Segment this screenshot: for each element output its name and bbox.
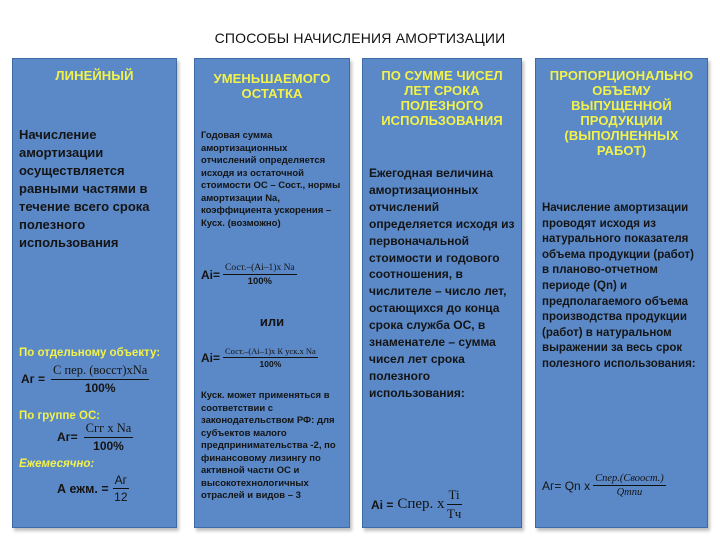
- linear-description: Начисление амортизации осуществляется равными частями в течение всего срока полезного использования: [19, 127, 150, 250]
- per-object-formula-lhs: Аг =: [21, 372, 46, 386]
- method-sum-of-years-panel: [362, 58, 522, 528]
- units-formula: [542, 473, 666, 498]
- declining-formula-2: [201, 346, 318, 369]
- units-heading: ПРОПОРЦИОНАЛЬНО ОБЪЕМУ ВЫПУЩЕННОЙ ПРОДУКЦИИ (ВЫПОЛНЕННЫХ РАБОТ): [549, 68, 694, 158]
- monthly-formula: [57, 473, 129, 504]
- linear-heading: ЛИНЕЙНЫЙ: [55, 68, 134, 83]
- acceleration-note: Куск. может применяться в соответствии с законодательством РФ: для субъектов малого предпринимательства -2, по финансовому лизингу по активной части ОС и высокотехнологичных отраслей и видов – 3: [201, 390, 336, 501]
- or-label: или: [259, 314, 285, 329]
- declining-formula-1: [201, 263, 297, 287]
- monthly-formula-numerator: Аг: [114, 473, 128, 487]
- declining-description: Годовая сумма амортизационных отчислений определяется исходя из остаточной стоимости ОС – Сост., нормы амортизации Na, коэффициента ускорения – Кусх. (возможно): [201, 130, 341, 229]
- units-description: Начисление амортизации проводят исходя из натурального показателя объема продукции (работ) в планово-отчетном периоде (Qn) и предполагаемого объема производства продукции (работ) в натуральном выражении за весь срок полезного использования:: [542, 202, 696, 370]
- group-formula-denominator: 100%: [93, 439, 124, 453]
- group-label: По группе ОС:: [19, 410, 101, 422]
- monthly-formula-lhs: А ежм. =: [57, 481, 109, 496]
- method-linear-panel: [12, 58, 177, 528]
- sum-of-years-formula-denominator: Tч: [446, 506, 462, 521]
- declining-formula-2-denominator: 100%: [259, 359, 282, 369]
- declining-formula-1-numerator: Сост.–(Ai–1)x Na: [225, 263, 295, 273]
- per-object-formula-denominator: 100%: [84, 381, 116, 395]
- monthly-label: Ежемесячно:: [19, 458, 95, 470]
- group-formula-numerator: Сгг x Na: [84, 421, 134, 438]
- sum-of-years-formula: [371, 487, 462, 522]
- per-object-formula-numerator: С пер. (восст)xNa: [51, 363, 149, 380]
- group-formula-lhs: Аг=: [57, 430, 78, 444]
- sum-of-years-description: Ежегодная величина амортизационных отчислений определяется исходя из первоначальной стоимости и годового соотношения, в числителе – число лет, остающихся до конца срока служба ОС, в знаменателе – сумма чисел лет срока полезного использования:: [369, 166, 515, 400]
- units-formula-numerator: Спер.(Своост.): [595, 473, 664, 484]
- declining-heading: УМЕНЬШАЕМОГО ОСТАТКА: [213, 71, 331, 101]
- group-formula: [57, 421, 133, 453]
- units-formula-lhs: Аг= Qn x: [542, 478, 591, 493]
- sum-of-years-heading: ПО СУММЕ ЧИСЕЛ ЛЕТ СРОКА ПОЛЕЗНОГО ИСПОЛЬЗОВАНИЯ: [381, 68, 503, 128]
- page-title: СПОСОБЫ НАЧИСЛЕНИЯ АМОРТИЗАЦИИ: [214, 30, 506, 46]
- declining-formula-2-lhs: Аi=: [201, 350, 221, 365]
- per-object-label: По отдельному объекту:: [19, 347, 161, 359]
- sum-of-years-formula-factor: Спер. x: [397, 496, 445, 512]
- sum-of-years-formula-numerator: Ti: [447, 487, 462, 505]
- monthly-formula-denominator: 12: [114, 490, 128, 504]
- declining-formula-1-lhs: Аi=: [201, 268, 221, 282]
- declining-formula-1-denominator: 100%: [247, 276, 272, 287]
- per-object-formula: [21, 363, 149, 395]
- method-declining-balance-panel: [194, 58, 350, 528]
- sum-of-years-formula-lhs: Аi =: [371, 497, 394, 512]
- units-formula-denominator: Qтпи: [616, 487, 643, 498]
- method-units-of-production-panel: [535, 58, 708, 528]
- declining-formula-2-numerator: Сост.–(Ai–1)x К уск.x Na: [225, 346, 316, 356]
